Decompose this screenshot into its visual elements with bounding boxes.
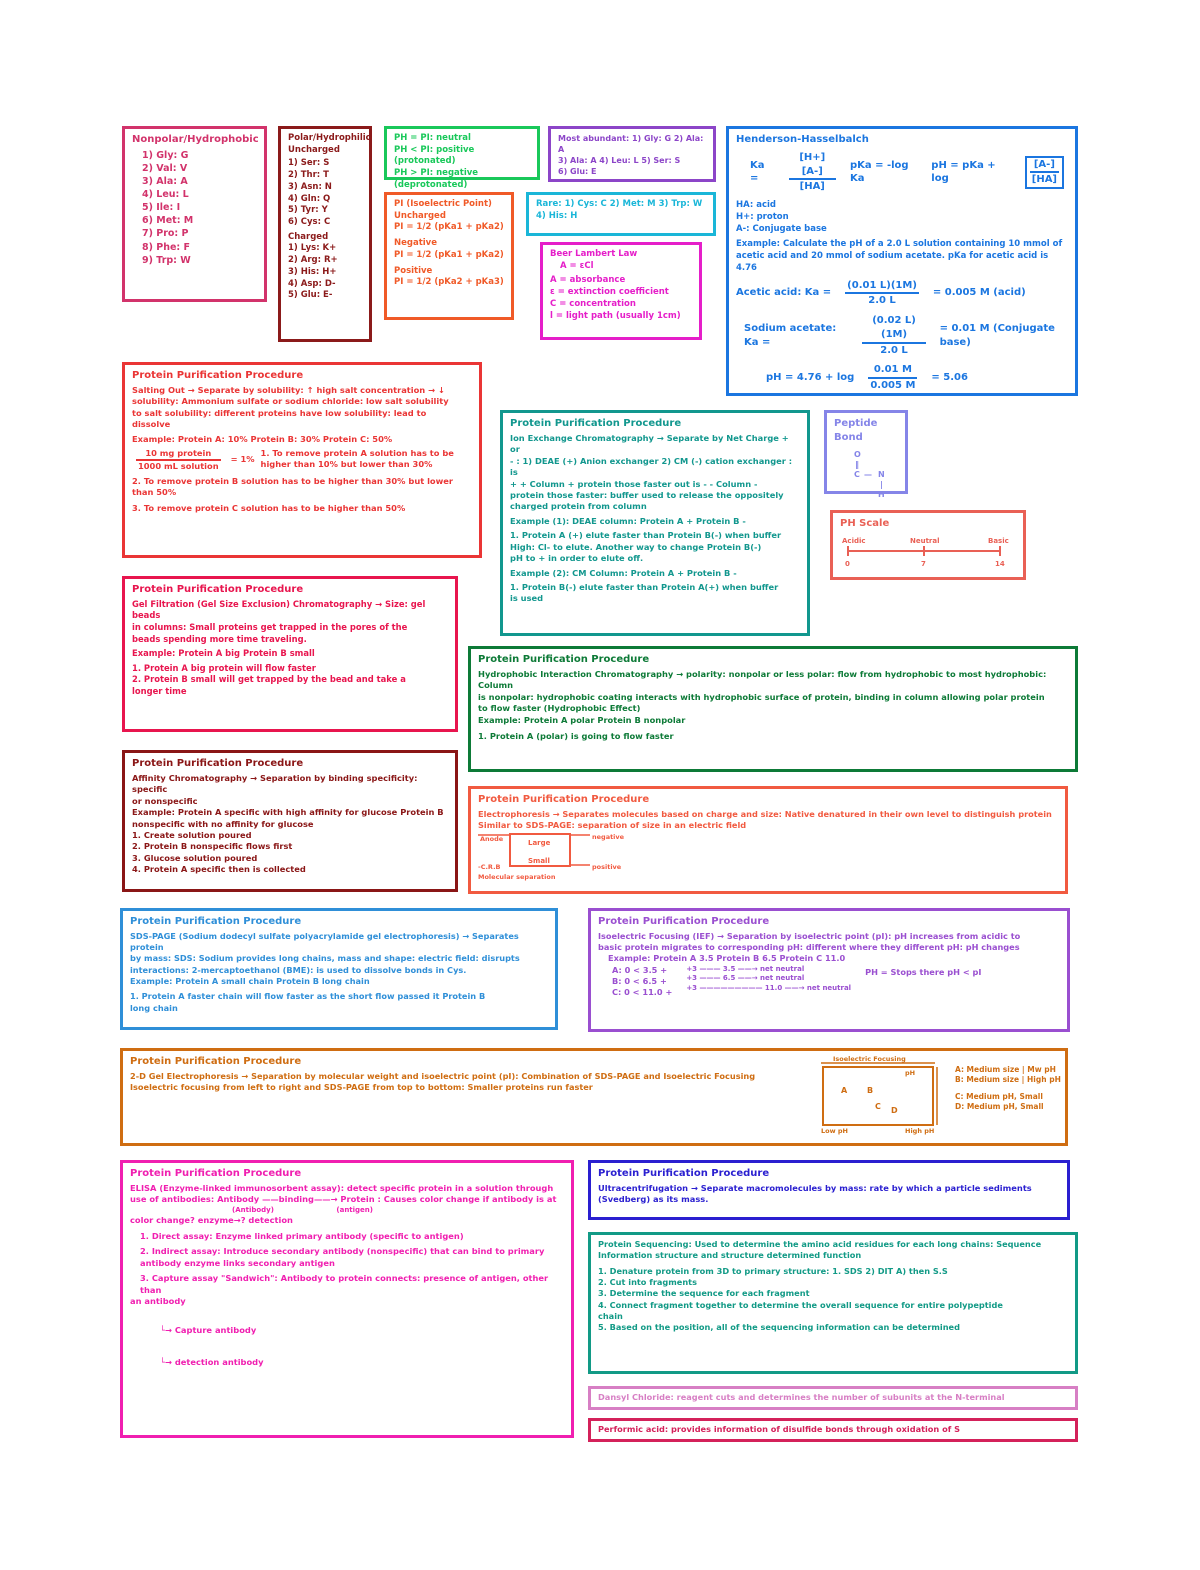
gel-line: longer time: [132, 685, 187, 696]
list-item: 5) Ile: I: [142, 202, 181, 214]
acetic-acid-calc: [736, 279, 1068, 309]
elisa-item: 2. Indirect assay: Introduce secondary antibody (nonspecific) that can bind to primary: [140, 1246, 545, 1257]
negative-equation: PI = 1/2 (pKa1 + pKa2): [394, 249, 504, 260]
sequencing-line: 3. Determine the sequence for each fragment: [598, 1288, 810, 1299]
hydrophobic-line: Hydrophobic Interaction Chromatography → polarity: nonpolar or less polar: flow from hydrophobic to most hydrophobic: Column: [478, 668, 1047, 691]
ion-line: charged protein from column: [510, 501, 647, 512]
salting-line: Salting Out → Separate by solubility: ↑ high salt concentration → ↓: [132, 384, 445, 395]
ion-line: - : 1) DEAE (+) Anion exchanger 2) CM (-) cation exchanger : is: [510, 455, 793, 478]
positive-electrode-label: positive: [592, 863, 622, 872]
rare-amino-acids-card: [526, 192, 716, 236]
small-band-label: Small: [528, 857, 550, 866]
acetic-result: = 0.005 M (acid): [932, 287, 1026, 299]
diagram-high-ph: High pH: [905, 1127, 935, 1135]
gel-line: 2. Protein B small will get trapped by the bead and take a: [132, 674, 406, 685]
double-bond: ‖: [855, 459, 859, 469]
ief-arrows: [686, 965, 851, 999]
acetic-prefix: Acetic acid: Ka =: [736, 287, 832, 299]
electrophoresis-line: Similar to SDS-PAGE: separation of size in an electric field: [478, 820, 747, 831]
final-fraction: [868, 363, 917, 393]
list-item: 2) Arg: R+: [288, 255, 338, 266]
ief-line: basic protein migrates to corresponding pH: different where they different pH: pH changes: [598, 942, 1020, 953]
affinity-line: nonspecific with no affinity for glucose: [132, 818, 314, 829]
sodium-denominator: 2.0 L: [880, 344, 908, 356]
elisa-line: ELISA (Enzyme-linked immunosorbent assay): detect specific protein in a solution through: [130, 1182, 554, 1193]
nonpolar-list: [132, 149, 257, 267]
polar-title: Polar/Hydrophilic Uncharged: [288, 133, 371, 155]
henderson-def: A-: Conjugate base: [736, 223, 827, 234]
ion-line: High: Cl- to elute. Another way to change Protein B(-): [510, 541, 762, 552]
ka-prefix: Ka =: [750, 159, 765, 185]
two-d-line: 2-D Gel Electrophoresis → Separation by molecular weight and isoelectric point (pI): Combination of SDS-PAGE and Isoelectric Focusing: [130, 1070, 756, 1081]
ief-example: Example: Protein A 3.5 Protein B 6.5 Protein C 11.0: [608, 953, 846, 964]
gel-line: 1. Protein A big protein will flow faster: [132, 662, 316, 673]
uncharged-equation: PI = 1/2 (pKa1 + pKa2): [394, 222, 504, 233]
ka-fraction: [789, 151, 836, 194]
electrophoresis-line: Electrophoresis → Separates molecules based on charge and size: Native denatured in their own level to distinguish protein: [478, 808, 1052, 819]
salting-numerator: 10 mg protein: [136, 448, 221, 461]
gel-filtration-card: [122, 576, 458, 732]
list-item: 2) Thr: T: [288, 170, 329, 181]
sodium-numerator: (0.02 L)(1M): [862, 314, 925, 344]
dansyl-chloride-card: [588, 1386, 1078, 1410]
ief-row-arrow: +3 ——— 6.5 ——→ net neutral: [686, 974, 805, 983]
sds-line: long chain: [130, 1002, 178, 1013]
final-prefix: pH = 4.76 + log: [766, 372, 855, 384]
nonpolar-title: Nonpolar/Hydrophobic: [132, 134, 259, 145]
salting-title: Protein Purification Procedure: [132, 370, 304, 381]
uncharged-label: Uncharged: [394, 210, 446, 221]
gel-line: beads spending more time traveling.: [132, 633, 307, 644]
rare-line: Rare: 1) Cys: C 2) Met: M 3) Trp: W: [536, 199, 703, 209]
ph-low: 0: [845, 559, 850, 568]
ph-mid: 7: [921, 559, 926, 568]
beer-lambert-formula: A = εCl: [560, 260, 594, 271]
neutral-label: Neutral: [910, 536, 940, 545]
final-ph-calc: [766, 363, 1068, 393]
polar-amino-acids-card: [278, 126, 372, 342]
detection-antibody-label: └→ detection antibody: [160, 1356, 264, 1367]
hydrophobic-line: is nonpolar: hydrophobic coating interacts with hydrophobic surface of protein, binding in column allowing polar protein: [478, 691, 1045, 702]
two-d-gel-card: [120, 1048, 1068, 1146]
spot-a: A: [841, 1086, 848, 1095]
sequencing-title: Protein Sequencing: Used to determine the amino acid residues for each long chains: Sequence: [598, 1239, 1042, 1249]
two-d-notes: [955, 1065, 1065, 1112]
beer-lambert-def: l = light path (usually 1cm): [550, 310, 681, 321]
salting-line: dissolve: [132, 419, 171, 430]
sds-line: SDS-PAGE (Sodium dodecyl sulfate polyacrylamide gel electrophoresis) → Separates protein: [130, 930, 519, 953]
ph-scale-card: [830, 510, 1026, 580]
sds-line: interactions: 2-mercaptoethanol (BME): is used to dissolve bonds in Cys.: [130, 964, 467, 975]
elisa-line: color change? enzyme→? detection: [130, 1215, 293, 1226]
capture-antibody-label: └→ Capture antibody: [160, 1325, 257, 1336]
henderson-example: Example: Calculate the pH of a 2.0 L solution containing 10 mmol of acetic acid and 20 mmol of sodium acetate. pKa for acetic acid is 4.76: [736, 239, 1063, 273]
ultra-line: (Svedberg) as its mass.: [598, 1194, 709, 1205]
beer-lambert-def: A = absorbance: [550, 275, 626, 286]
affinity-line: 2. Protein B nonspecific flows first: [132, 841, 293, 852]
two-d-text: [130, 1071, 790, 1094]
sds-title: Protein Purification Procedure: [130, 916, 302, 927]
affinity-line: 1. Create solution poured: [132, 829, 252, 840]
sodium-acetate-calc: [744, 314, 1068, 357]
list-item: 1) Lys: K+: [288, 243, 337, 254]
ka-denominator: [HA]: [799, 181, 825, 193]
elisa-item: an antibody: [130, 1295, 186, 1306]
acidic-label: Acidic: [842, 536, 866, 545]
two-d-note: B: Medium size | High pH: [955, 1075, 1061, 1085]
affinity-line: Example: Protein A specific with high affinity for glucose Protein B: [132, 807, 444, 818]
molecular-separation-label: Molecular separation: [478, 873, 556, 882]
abundant-line: Most abundant: 1) Gly: G 2) Ala: A: [558, 134, 704, 155]
sds-line: 1. Protein A faster chain will flow faster as the short flow passed it Protein B: [130, 991, 486, 1002]
ief-labels: [598, 965, 672, 999]
charged-title: Charged: [288, 231, 329, 242]
elisa-sublabels: [130, 1206, 564, 1216]
acetic-denominator: 2.0 L: [868, 295, 896, 307]
ief-note: PH = Stops there pH < pI: [865, 966, 982, 977]
ph-numerator: [A-]: [1030, 158, 1059, 174]
ion-line: is used: [510, 593, 544, 604]
ief-row-label: B: 0 < 6.5 +: [612, 976, 667, 987]
beer-lambert-title: Beer Lambert Law: [550, 249, 638, 259]
ief-rows: [598, 965, 1060, 999]
acetic-fraction: [845, 279, 919, 309]
isoelectric-title: PI (Isoelectric Point): [394, 199, 492, 209]
list-item: 4) Leu: L: [142, 189, 189, 201]
salting-denominator: 1000 mL solution: [138, 461, 219, 472]
ph-pi-line: PH < PI: positive (protonated): [394, 144, 475, 167]
sodium-fraction: [862, 314, 925, 357]
affinity-line: 3. Glucose solution poured: [132, 852, 258, 863]
list-item: 3) Ala: A: [142, 176, 188, 188]
ion-line: + + Column + protein those faster out is - - Column -: [510, 478, 758, 489]
list-item: 5) Glu: E-: [288, 290, 333, 301]
two-d-gel-diagram: [817, 1053, 945, 1139]
list-item: 6) Met: M: [142, 215, 194, 227]
diagram-low-ph: Low pH: [821, 1127, 848, 1135]
electrophoresis-card: [468, 786, 1068, 894]
isoelectric-point-card: [384, 192, 514, 320]
two-d-title: Protein Purification Procedure: [130, 1056, 302, 1067]
list-item: 5) Tyr: Y: [288, 205, 328, 216]
peptide-title: Peptide Bond: [834, 418, 878, 443]
list-item: 3) His: H+: [288, 266, 337, 277]
two-d-note: C: Medium pH, Small: [955, 1091, 1043, 1101]
electrophoresis-left-top: Anode: [480, 835, 504, 844]
salting-fraction: [136, 448, 221, 473]
sodium-prefix: Sodium acetate: Ka =: [744, 322, 837, 348]
sds-line: by mass: SDS: Sodium provides long chains, mass and shape: electric field: disrupts: [130, 953, 520, 964]
affinity-chromatography-card: [122, 750, 458, 892]
ief-row-arrow: +3 ————————— 11.0 ——→ net neutral: [686, 984, 852, 993]
elisa-item: 1. Direct assay: Enzyme linked primary antibody (specific to antigen): [140, 1230, 464, 1241]
performic-acid-card: [588, 1418, 1078, 1442]
ion-exchange-card: [500, 410, 810, 636]
hydrophobic-interaction-card: [468, 646, 1078, 772]
henderson-title: Henderson-Hasselbalch: [736, 134, 869, 145]
electrophoresis-diagram: [478, 831, 658, 881]
ultra-title: Protein Purification Procedure: [598, 1168, 770, 1179]
performic-text: Performic acid: provides information of disulfide bonds through oxidation of S: [598, 1424, 961, 1434]
list-item: 4) Asp: D-: [288, 278, 336, 289]
electrophoresis-title: Protein Purification Procedure: [478, 794, 650, 805]
ph-high: 14: [995, 559, 1005, 568]
final-numerator: 0.01 M: [868, 363, 917, 379]
ph-denominator: [HA]: [1031, 174, 1057, 186]
henderson-def: HA: acid: [736, 200, 776, 211]
antibody-sublabel: (Antibody): [232, 1205, 274, 1214]
salting-out-card: [122, 362, 482, 558]
oxygen-atom: O: [854, 449, 861, 459]
beer-lambert-def: ε = extinction coefficient: [550, 287, 669, 298]
sequencing-line: 4. Connect fragment together to determine the overall sequence for entire polypeptide: [598, 1299, 1003, 1310]
hydrophobic-line: 1. Protein A (polar) is going to flow faster: [478, 730, 674, 741]
gel-line: Example: Protein A big Protein B small: [132, 648, 315, 659]
list-item: 1) Gly: G: [142, 149, 189, 161]
nh-bond: |: [880, 479, 883, 489]
affinity-title: Protein Purification Procedure: [132, 758, 304, 769]
elisa-title: Protein Purification Procedure: [130, 1168, 302, 1179]
salting-example-row: [132, 448, 472, 473]
two-d-note: D: Medium pH, Small: [955, 1102, 1044, 1112]
positive-label: Positive: [394, 265, 433, 276]
affinity-line: Affinity Chromatography → Separation by binding specificity: specific: [132, 772, 418, 795]
abundant-line: 3) Ala: A 4) Leu: L 5) Ser: S: [558, 156, 681, 166]
ief-row-arrow: +3 ——— 3.5 ——→ net neutral: [686, 964, 805, 973]
hydrophobic-title: Protein Purification Procedure: [478, 654, 650, 665]
list-item: 2) Val: V: [142, 162, 188, 174]
negative-label: Negative: [394, 238, 437, 249]
positive-equation: PI = 1/2 (pKa2 + pKa3): [394, 277, 504, 288]
ion-line: Example (1): DEAE column: Protein A + Protein B -: [510, 515, 746, 526]
isoelectric-focusing-card: [588, 908, 1070, 1032]
spot-d: D: [891, 1106, 898, 1115]
sodium-result: = 0.01 M (Conjugate base): [939, 322, 1055, 348]
list-item: 9) Trp: W: [142, 254, 191, 266]
henderson-equations: [750, 151, 1068, 194]
list-item: 8) Phe: F: [142, 241, 191, 253]
carbon-atom: C: [854, 469, 860, 479]
ion-line: pH to + in order to elute off.: [510, 553, 644, 564]
list-item: 7) Pro: P: [142, 228, 189, 240]
ph-fraction: [1025, 156, 1064, 190]
sequencing-line: 2. Cut into fragments: [598, 1276, 697, 1287]
final-result: = 5.06: [931, 372, 968, 384]
nitrogen-atom: N: [878, 469, 885, 479]
hydrogen-atom: H: [878, 489, 885, 499]
sequencing-line: 5. Based on the position, all of the sequencing information can be determined: [598, 1322, 960, 1333]
acetic-numerator: (0.01 L)(1M): [845, 279, 919, 295]
pka-definition: pKa = -log Ka: [849, 159, 909, 185]
elisa-item: 3. Capture assay "Sandwich": Antibody to protein connects: presence of antigen, other than: [140, 1273, 549, 1295]
ultra-line: Ultracentrifugation → Separate macromolecules by mass: rate by which a particle sediments: [598, 1182, 1032, 1193]
ief-title: Protein Purification Procedure: [598, 916, 770, 927]
gel-line: Gel Filtration (Gel Size Exclusion) Chromatography → Size: gel beads: [132, 598, 426, 621]
electrophoresis-left-bottom: -C.R.B: [478, 863, 501, 872]
most-abundant-card: [548, 126, 716, 182]
ph-pi-line: PH = PI: neutral: [394, 133, 471, 143]
two-d-note: A: Medium size | Mw pH: [955, 1065, 1056, 1074]
beer-lambert-card: [540, 242, 702, 340]
beer-lambert-def: C = concentration: [550, 298, 636, 309]
negative-electrode-label: negative: [592, 833, 625, 842]
elisa-line: use of antibodies: Antibody ——binding——→ Protein : Causes color change if antibody is at: [130, 1194, 557, 1205]
hydrophobic-line: Example: Protein A polar Protein B nonpolar: [478, 714, 686, 725]
hydrophobic-line: to flow faster (Hydrophobic Effect): [478, 703, 641, 714]
sds-page-card: [120, 908, 558, 1030]
spot-c: C: [875, 1102, 881, 1111]
elisa-item: antibody enzyme links secondary antigen: [140, 1257, 335, 1268]
gel-line: in columns: Small proteins get trapped in the pores of the: [132, 621, 408, 632]
basic-label: Basic: [988, 536, 1009, 545]
affinity-line: or nonspecific: [132, 795, 198, 806]
dansyl-text: Dansyl Chloride: reagent cuts and determines the number of subunits at the N-terminal: [598, 1392, 1005, 1402]
abundant-line: 6) Glu: E: [558, 167, 597, 177]
final-denominator: 0.005 M: [870, 380, 916, 392]
single-bond: —: [864, 469, 872, 479]
elisa-card: [120, 1160, 574, 1438]
salting-step: 2. To remove protein B solution has to be higher than 30% but lower than 50%: [132, 475, 454, 498]
ion-line: protein those faster: buffer used to release the oppositely: [510, 489, 784, 500]
nonpolar-amino-acids-card: [122, 126, 267, 302]
large-band-label: Large: [528, 839, 551, 848]
list-item: 4) Gln: Q: [288, 193, 331, 204]
sequencing-line: Information structure and structure determined function: [598, 1250, 862, 1261]
ka-numerator: [H+][A-]: [789, 151, 836, 181]
ion-line: 1. Protein A (+) elute faster than Protein B(-) when buffer: [510, 530, 782, 541]
diagram-left-label: pH: [905, 1069, 916, 1077]
ultracentrifugation-card: [588, 1160, 1070, 1220]
ief-line: Isoelectric Focusing (IEF) → Separation by isoelectric point (pI): pH increases from acidic to: [598, 930, 1021, 941]
ph-pi-card: [384, 126, 540, 190]
gel-title: Protein Purification Procedure: [132, 584, 304, 595]
salting-step: 3. To remove protein C solution has to be higher than 50%: [132, 502, 406, 513]
ion-exchange-title: Protein Purification Procedure: [510, 418, 682, 429]
salting-step: 1. To remove protein A solution has to be higher than 10% but lower than 30%: [260, 447, 454, 470]
henderson-def: H+: proton: [736, 211, 789, 222]
ph-prefix: pH = pKa + log: [931, 159, 996, 185]
ph-pi-line: PH > PI: negative (deprotonated): [394, 168, 479, 190]
peptide-bond-structure: [834, 447, 900, 503]
spot-b: B: [867, 1086, 874, 1095]
henderson-hasselbalch-card: [726, 126, 1078, 396]
ph-scale-title: PH Scale: [840, 518, 890, 529]
sequencing-line: chain: [598, 1310, 623, 1321]
ion-line: Ion Exchange Chromatography → Separate by Net Charge + or: [510, 432, 789, 455]
sds-line: Example: Protein A small chain Protein B long chain: [130, 976, 370, 987]
list-item: 3) Asn: N: [288, 181, 332, 192]
salting-line: to salt solubility: different proteins have low solubility: lead to: [132, 407, 427, 418]
protein-sequencing-card: [588, 1232, 1078, 1374]
salting-line: Example: Protein A: 10% Protein B: 30% Protein C: 50%: [132, 433, 393, 444]
rare-line: 4) His: H: [536, 210, 578, 221]
list-item: 1) Ser: S: [288, 158, 330, 169]
ief-row-label: A: 0 < 3.5 +: [612, 964, 668, 975]
list-item: 6) Cys: C: [288, 217, 331, 228]
peptide-bond-card: [824, 410, 908, 499]
salting-fraction-result: = 1%: [230, 453, 255, 464]
sequencing-line: 1. Denature protein from 3D to primary structure: 1. SDS 2) DIT A) then S.S: [598, 1265, 948, 1276]
antigen-sublabel: (antigen): [336, 1205, 373, 1214]
ph-scale-line: [840, 533, 1018, 573]
salting-line: solubility: Ammonium sulfate or sodium chloride: low salt solubility: [132, 396, 449, 407]
ief-row-label: C: 0 < 11.0 +: [612, 987, 673, 998]
affinity-line: 4. Protein A specific then is collected: [132, 864, 306, 875]
ion-line: 1. Protein B(-) elute faster than Protein A(+) when buffer: [510, 582, 779, 593]
diagram-top-label: Isoelectric Focusing: [833, 1055, 906, 1063]
two-d-line: Isoelectric focusing from left to right and SDS-PAGE from top to bottom: Smaller proteins run faster: [130, 1082, 593, 1093]
ion-line: Example (2): CM Column: Protein A + Protein B -: [510, 567, 737, 578]
